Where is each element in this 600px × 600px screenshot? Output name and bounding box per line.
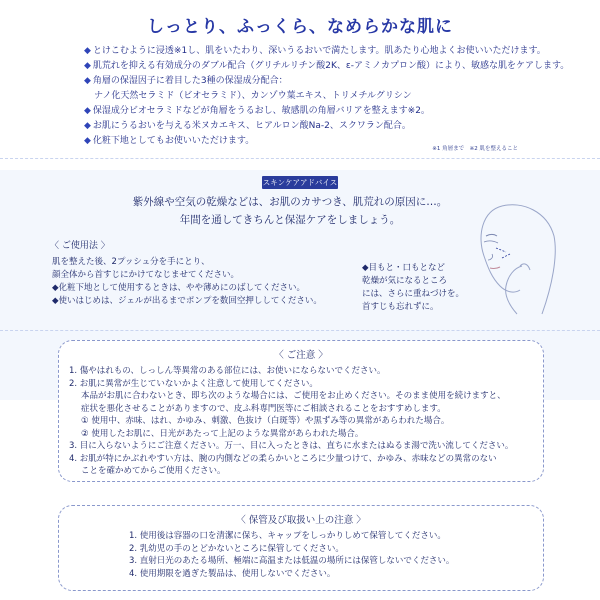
skincare-tag: スキンケアアドバイス bbox=[262, 178, 338, 187]
feature-item: ◆ 角層の保湿因子に着目した3種の保湿成分配合： bbox=[84, 76, 288, 86]
feature-item: ◆ 肌荒れを抑える有効成分のダブル配合（グリチルリチン酸2K、ε-アミノカプロン酸）により、敏感な肌をケアします。 bbox=[84, 61, 570, 71]
divider bbox=[0, 330, 600, 331]
feature-list bbox=[84, 44, 584, 149]
feature-item: ◆ 化粧下地としてもお使いいただけます。 bbox=[84, 136, 255, 146]
list-item: 症状を悪化させることがありますので、皮ふ科専門医等にご相談されることをおすすめします。 bbox=[81, 403, 446, 414]
usage-instructions: 肌を整えた後、2プッシュ分を手にとり、 顔全体から首すじにかけてなじませてください。 ◆化粧下地として使用するときは、やや薄めにのばしてください。 ◆使いはじめは、ジェルが出るまでポンプを数回空押ししてください。 bbox=[52, 257, 322, 306]
usage-title: 〈 ご使用法 〉 bbox=[50, 241, 110, 251]
footnotes: ※1 角層まで ※2 肌を整えること bbox=[432, 146, 518, 152]
feature-item: ◆ とけこむように浸透※1し、肌をいたわり、深いうるおいで満たします。肌あたり心地よくお使いいただけます。 bbox=[84, 46, 546, 56]
list-item: ① 使用中、赤味、はれ、かゆみ、刺激、色抜け（白斑等）や黒ずみ等の異常があらわれた場合。 bbox=[81, 416, 450, 426]
caution-title: 〈 ご注意 〉 bbox=[274, 350, 328, 361]
headline: しっとり、ふっくら、なめらかな肌に bbox=[147, 17, 453, 37]
storage-box bbox=[58, 505, 544, 591]
list-item: 1. 傷やはれもの、しっしん等異常のある部位には、お使いにならないでください。 bbox=[69, 366, 386, 376]
caution-box bbox=[58, 340, 544, 482]
list-item: 3. 目に入らないようにご注意ください。万一、目に入ったときは、直ちに水またはぬるま湯で洗い流してください。 bbox=[69, 441, 514, 451]
feature-item: ◆ お肌にうるおいを与える米ヌカエキス、ヒアルロン酸Na-2、スクワラン配合。 bbox=[84, 121, 411, 131]
list-item: ② 使用したお肌に、日光があたって上記のような異常があらわれた場合。 bbox=[81, 428, 364, 439]
feature-item: ナノ化天然セラミド（ビオセラミド）、カンゾウ葉エキス、トリメチルグリシン bbox=[94, 91, 412, 101]
storage-list bbox=[59, 526, 543, 580]
list-item: ことを確かめてからご使用ください。 bbox=[81, 466, 226, 476]
list-item: 2. お肌に異常が生じていないかよく注意して使用してください。 bbox=[69, 378, 318, 389]
list-item: 4. お肌が特にかぶれやすい方は、腕の内側などの柔らかいところに少量つけて、かゆみ、赤味などの異常のない bbox=[69, 453, 497, 464]
storage-title: 〈 保管及び取扱い上の注意 〉 bbox=[236, 515, 366, 526]
list-item: 4. 使用期限を過ぎた製品は、使用しないでください。 bbox=[129, 568, 336, 579]
divider bbox=[0, 158, 600, 159]
caution-list bbox=[59, 361, 543, 478]
eye-area-note: ◆目もと・口もとなど 乾燥が気になるところ には、さらに重ねづけを。 首すじも忘れずに。 bbox=[362, 263, 465, 312]
skincare-message: 紫外線や空気の乾燥などは、お肌のカサつき、肌荒れの原因に…。 年間を通してきちんと保湿ケアをしましょう。 bbox=[132, 196, 448, 226]
list-item: 3. 直射日光のあたる場所、極端に高温または低温の場所には保管しないでください。 bbox=[129, 556, 455, 566]
face-illustration-icon bbox=[462, 196, 562, 316]
list-item: 1. 使用後は容器の口を清潔に保ち、キャップをしっかりしめて保管してください。 bbox=[129, 531, 446, 541]
list-item: 本品がお肌に合わないとき、即ち次のような場合には、ご使用をお止めください。そのまま使用を続けますと、 bbox=[81, 391, 506, 401]
feature-item: ◆ 保湿成分ビオセラミドなどが角層をうるおし、敏感肌の角層バリアを整えます※2。 bbox=[84, 106, 430, 116]
list-item: 2. 乳幼児の手のとどかないところに保管してください。 bbox=[129, 543, 344, 554]
